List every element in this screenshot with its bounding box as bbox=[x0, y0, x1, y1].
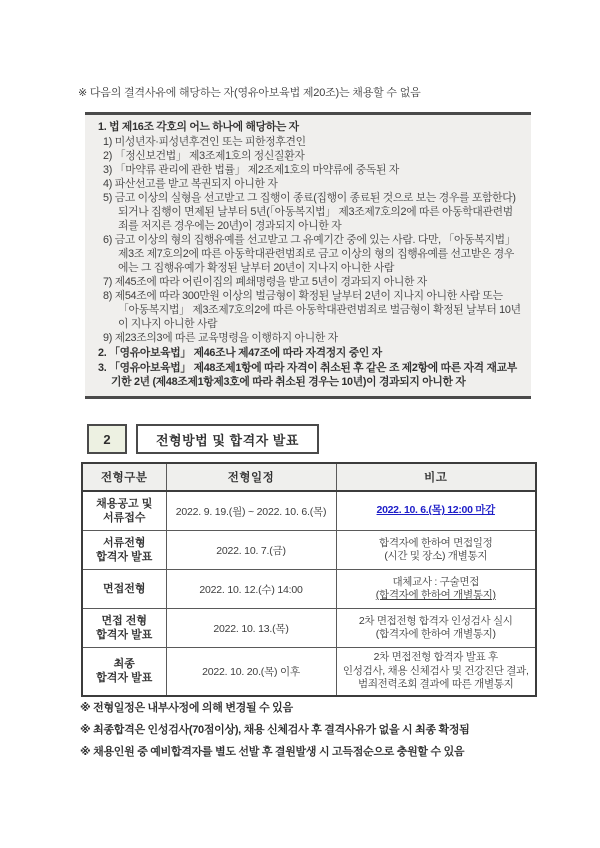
remark-line: (시간 및 장소) 개별통지 bbox=[384, 550, 488, 562]
cell-category: 면접 전형 합격자 발표 bbox=[82, 609, 166, 648]
law-item2: 2. 「영유아보육법」 제46조나 제47조에 따라 자격정지 중인 자 bbox=[98, 347, 382, 359]
law-subitem: 5) 금고 이상의 실형을 선고받고 그 집행이 종료(집행이 종료된 것으로 보는 경우를 포함한다) 되거나 집행이 면제된 날부터 5년(「아동복지법」 제3조제7호의2에 따른 아동학대관련범죄를 저지른 경우에는 20년)이 경과되지 아니한 자 bbox=[103, 192, 516, 232]
cell-remark bbox=[336, 570, 536, 609]
footnote-line: ※ 전형일정은 내부사정에 의해 변경될 수 있음 bbox=[80, 702, 293, 714]
remark-line: 2차 면접전형 합격자 발표 후 bbox=[373, 651, 498, 663]
remark-line: 대체교사 : 구술면접 bbox=[392, 575, 480, 588]
table-row bbox=[82, 570, 536, 609]
law-subitem: 6) 금고 이상의 형의 집행유예를 선고받고 그 유예기간 중에 있는 사람. 다만, 「아동복지법」 제3조 제7호의2에 따른 아동학대관련범죄로 금고 이상의 형의 집행유예를 선고받은 경우에는 그 집행유예가 확정된 날부터 20년이 지나지 아니한 사람 bbox=[103, 234, 516, 274]
deadline-highlight: 2022. 10. 6.(목) 12:00 마감 bbox=[376, 504, 495, 517]
law-subitem: 4) 파산선고를 받고 복권되지 아니한 자 bbox=[103, 178, 278, 190]
selection-schedule-table bbox=[81, 462, 537, 697]
law-subitems bbox=[98, 135, 521, 345]
table-row bbox=[82, 491, 536, 531]
section-number-badge: 2 bbox=[87, 424, 127, 454]
law-subitem: 2) 「정신보건법」 제3조제1호의 정신질환자 bbox=[103, 150, 305, 162]
law-subitem: 7) 제45조에 따라 어린이집의 폐쇄명령을 받고 5년이 경과되지 아니한 자 bbox=[103, 276, 427, 288]
footnote-line: ※ 채용인원 중 예비합격자를 별도 선발 후 결원발생 시 고득점순으로 충원할 수 있음 bbox=[80, 746, 465, 758]
law-item1-title: 1. 법 제16조 각호의 어느 하나에 해당하는 자 bbox=[98, 121, 299, 133]
cell-schedule: 2022. 10. 7.(금) bbox=[166, 531, 336, 570]
footnote-line: ※ 최종합격은 인성검사(70점이상), 채용 신체검사 후 결격사유가 없을 시 최종 확정됨 bbox=[80, 724, 470, 736]
remark-line: 2차 면접전형 합격자 인성검사 실시 bbox=[358, 614, 513, 627]
law-item3: 3. 「영유아보육법」 제48조제1항에 따라 자격이 취소된 후 같은 조 제2항에 따른 자격 재교부 기한 2년 (제48조제1항제3호에 따라 취소된 경우는 10년)이 경과되지 아니한 자 bbox=[98, 362, 517, 388]
table-row bbox=[82, 609, 536, 648]
cell-category: 서류전형 합격자 발표 bbox=[82, 531, 166, 570]
cell-remark bbox=[336, 531, 536, 570]
col-header-category: 전형구분 bbox=[82, 463, 166, 491]
col-header-remark: 비고 bbox=[336, 463, 536, 491]
law-subitem: 8) 제54조에 따라 300만원 이상의 벌금형이 확정된 날부터 2년이 지나지 아니한 사람 또는 「아동복지법」 제3조제7호의2에 따른 아동학대관련범죄로 벌금형이 확정된 날부터 10년이 지나지 아니한 사람 bbox=[103, 290, 521, 330]
disqualification-box bbox=[85, 112, 531, 399]
cell-category: 최종 합격자 발표 bbox=[82, 648, 166, 696]
table-header-row bbox=[82, 463, 536, 491]
table-row bbox=[82, 648, 536, 696]
remark-line: (합격자에 한하여 개별통지) bbox=[375, 628, 496, 640]
footnotes bbox=[80, 697, 550, 763]
remark-line: (합격자에 한하여 개별통지) bbox=[375, 589, 496, 601]
law-subitem: 3) 「마약류 관리에 관한 법률」 제2조제1호의 마약류에 중독된 자 bbox=[103, 164, 399, 176]
cell-remark bbox=[336, 609, 536, 648]
cell-remark bbox=[336, 491, 536, 531]
remark-line: 합격자에 한하여 면접일정 bbox=[378, 536, 493, 549]
cell-remark bbox=[336, 648, 536, 696]
cell-schedule: 2022. 10. 12.(수) 14:00 bbox=[166, 570, 336, 609]
remark-line: 인성검사, 채용 신체검사 및 건강진단 결과, bbox=[342, 664, 529, 677]
section-title: 전형방법 및 합격자 발표 bbox=[136, 424, 319, 454]
disqualification-note: ※ 다음의 결격사유에 해당하는 자(영유아보육법 제20조)는 채용할 수 없음 bbox=[78, 87, 421, 99]
section-header bbox=[87, 424, 319, 454]
cell-category: 면접전형 bbox=[82, 570, 166, 609]
cell-schedule: 2022. 10. 13.(목) bbox=[166, 609, 336, 648]
cell-schedule: 2022. 9. 19.(월) ~ 2022. 10. 6.(목) bbox=[166, 491, 336, 531]
table-body bbox=[82, 491, 536, 696]
table-row bbox=[82, 531, 536, 570]
col-header-schedule: 전형일정 bbox=[166, 463, 336, 491]
cell-schedule: 2022. 10. 20.(목) 이후 bbox=[166, 648, 336, 696]
law-subitem: 1) 미성년자·피성년후견인 또는 피한정후견인 bbox=[103, 136, 306, 148]
remark-line: 범죄전력조회 결과에 따른 개별통지 bbox=[358, 678, 514, 690]
cell-category: 채용공고 및 서류접수 bbox=[82, 491, 166, 531]
law-subitem: 9) 제23조의3에 따른 교육명령을 이행하지 아니한 자 bbox=[103, 332, 338, 344]
